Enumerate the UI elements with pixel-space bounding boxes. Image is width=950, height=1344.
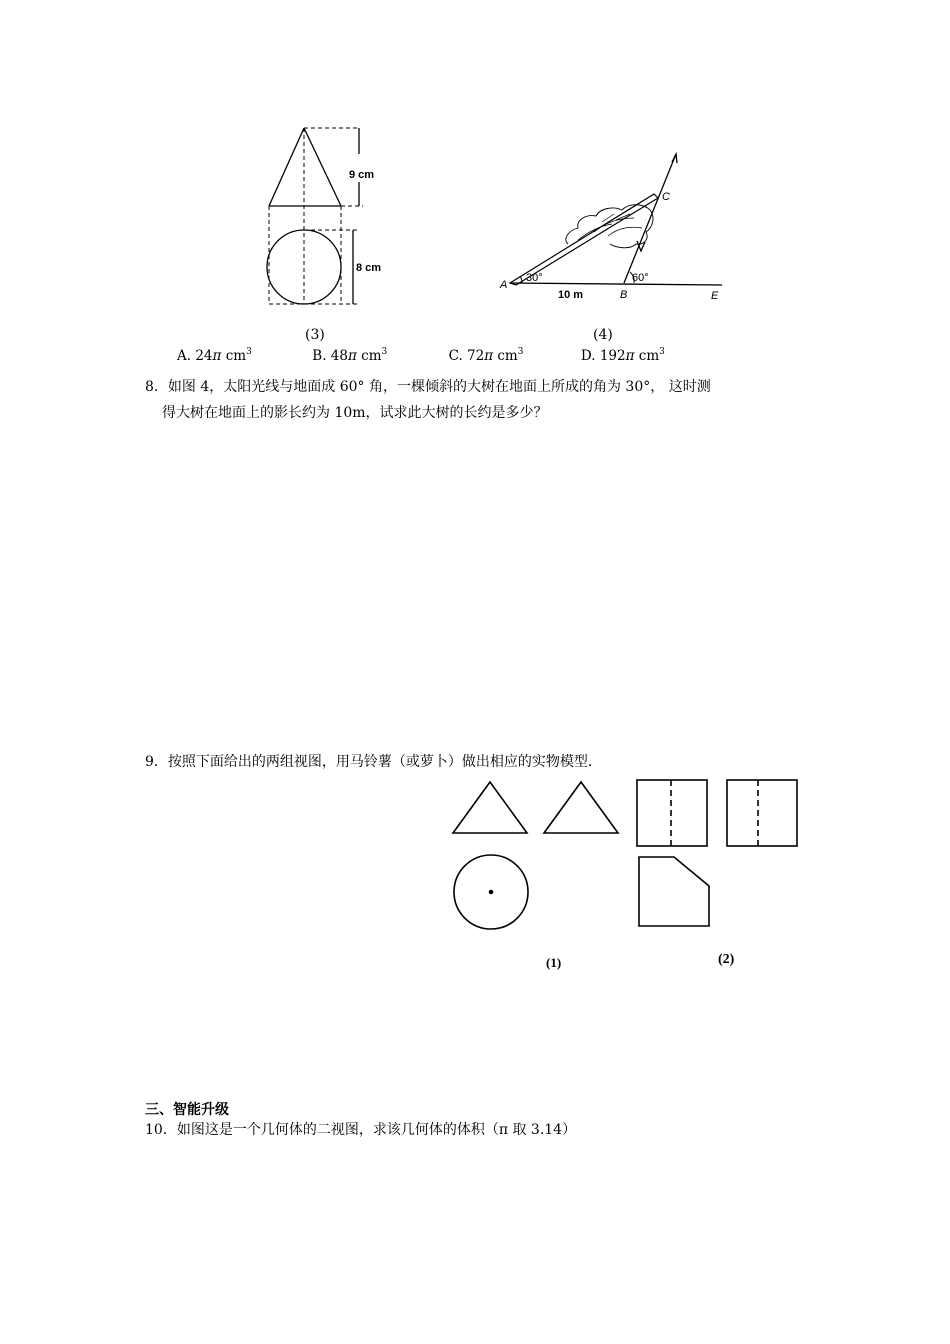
question-10: 10．如图这是一个几何体的二视图，求该几何体的体积（π 取 3.14）: [145, 1122, 577, 1138]
view-2-side-rect: [727, 780, 797, 846]
view-1-side-triangle: [544, 782, 618, 833]
q7-options: [177, 347, 665, 364]
view-2-top-pentagon: [639, 857, 709, 926]
option-d: D. 192π $cm^3$: [580, 347, 665, 364]
question-8-line-2: 得大树在地面上的影长约为 10m，试求此大树的长约是多少？: [162, 405, 548, 421]
tree-foliage: [566, 205, 653, 248]
option-c: C. 72π $cm^3$: [448, 347, 524, 364]
point-c-label: C: [662, 191, 670, 203]
question-8-line-1: 8．如图 4，太阳光线与地面成 60° 角，一棵倾斜的大树在地面上所成的角为 30°， 这时测: [145, 379, 711, 395]
angle-a-label: 30°: [526, 272, 543, 284]
question-9-views: [445, 770, 815, 980]
length-ab-label: 10 m: [558, 289, 584, 301]
view-1-front-triangle: [453, 782, 527, 833]
sun-ray: [624, 154, 676, 283]
angle-b-label: 60°: [632, 272, 649, 284]
option-a: A. 24π $cm^3$: [177, 347, 252, 364]
dim-top-label: 9 cm: [349, 169, 375, 181]
dim-bottom-label: 8 cm: [356, 262, 382, 274]
view-1-center-dot: [489, 890, 494, 895]
section-3-title: 三、智能升级: [145, 1102, 229, 1118]
option-b: B. 48π $cm^3$: [312, 347, 388, 364]
view-2-front-rect: [637, 780, 707, 846]
figure-4-label: (4): [593, 327, 613, 343]
view-label-1: (1): [546, 955, 562, 970]
cone-left-edge: [269, 128, 304, 206]
figure-4-tree-shadow: [496, 148, 736, 308]
figure-3-label: (3): [305, 327, 325, 343]
view-label-2: (2): [718, 952, 735, 967]
point-e-label: E: [711, 290, 719, 302]
cone-right-edge: [304, 128, 341, 206]
question-9: 9．按照下面给出的两组视图，用马铃薯（或萝卜）做出相应的实物模型．: [145, 754, 602, 770]
point-a-label: A: [500, 279, 508, 291]
figure-3-cone-views: [255, 118, 405, 313]
point-b-label: B: [620, 289, 628, 301]
